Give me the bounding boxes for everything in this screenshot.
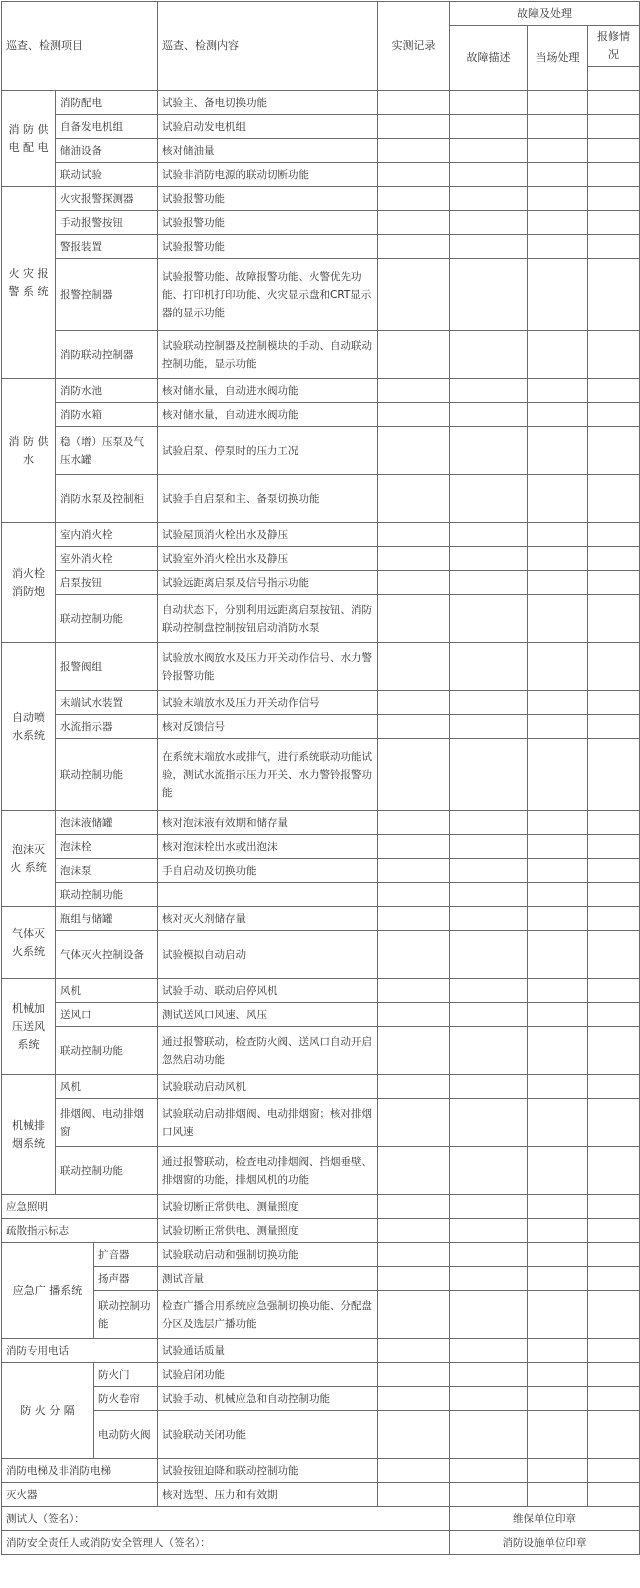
record-cell bbox=[378, 715, 450, 739]
fault-desc-cell bbox=[450, 115, 528, 139]
item-cell: 室内消火栓 bbox=[56, 523, 158, 547]
content-cell: 试验启闭功能 bbox=[158, 1363, 378, 1387]
tester-signature: 测试人（签名）： bbox=[2, 1507, 450, 1531]
fault-desc-cell bbox=[450, 979, 528, 1003]
report-cell bbox=[588, 187, 640, 211]
content-cell: 在系统末端放水或排气，进行系统联动功能试验，测试水流指示压力开关、水力警铃报警功能 bbox=[158, 739, 378, 811]
fault-desc-cell bbox=[450, 211, 528, 235]
report-cell bbox=[588, 1483, 640, 1507]
report-cell bbox=[588, 379, 640, 403]
record-cell bbox=[378, 427, 450, 475]
item-cell: 电动防火阀 bbox=[94, 1411, 158, 1459]
item-cell: 疏散指示标志 bbox=[2, 1219, 158, 1243]
on-site-cell bbox=[528, 931, 588, 979]
group-label: 机械排 烟系统 bbox=[2, 1075, 56, 1195]
content-cell: 手自启动及切换功能 bbox=[158, 859, 378, 883]
item-cell: 联动控制功能 bbox=[94, 1291, 158, 1339]
record-cell bbox=[378, 1075, 450, 1099]
group-label: 消 防 供 水 bbox=[2, 379, 56, 523]
content-cell: 试验报警功能 bbox=[158, 211, 378, 235]
fault-desc-cell bbox=[450, 259, 528, 331]
content-cell: 试验联动启动排烟阀、电动排烟窗；核对排烟口风速 bbox=[158, 1099, 378, 1147]
on-site-cell bbox=[528, 1339, 588, 1363]
content-cell: 试验切断正常供电、测量照度 bbox=[158, 1195, 378, 1219]
record-cell bbox=[378, 1291, 450, 1339]
record-cell bbox=[378, 163, 450, 187]
content-cell: 试验手动、联动启停风机 bbox=[158, 979, 378, 1003]
tester-seal: 维保单位印章 bbox=[450, 1507, 640, 1531]
on-site-cell bbox=[528, 139, 588, 163]
item-cell: 手动报警按钮 bbox=[56, 211, 158, 235]
header-content: 巡查、检测内容 bbox=[158, 2, 378, 91]
report-cell bbox=[588, 1219, 640, 1243]
record-cell bbox=[378, 643, 450, 691]
item-cell: 排烟阀、电动排烟窗 bbox=[56, 1099, 158, 1147]
report-cell bbox=[588, 931, 640, 979]
content-cell: 试验远距离启泵及信号指示功能 bbox=[158, 571, 378, 595]
item-cell: 泡沫栓 bbox=[56, 835, 158, 859]
on-site-cell bbox=[528, 187, 588, 211]
report-cell bbox=[588, 163, 640, 187]
fault-desc-cell bbox=[450, 643, 528, 691]
content-cell: 核对储水量，自动进水阀功能 bbox=[158, 379, 378, 403]
content-cell: 自动状态下，分别利用远距离启泵按钮、消防联动控制盘控制按钮启动消防水泵 bbox=[158, 595, 378, 643]
content-cell bbox=[158, 883, 378, 907]
item-cell: 储油设备 bbox=[56, 139, 158, 163]
item-cell: 火灾报警探测器 bbox=[56, 187, 158, 211]
item-cell: 消防配电 bbox=[56, 91, 158, 115]
content-cell: 试验切断正常供电、测量照度 bbox=[158, 1219, 378, 1243]
on-site-cell bbox=[528, 211, 588, 235]
fault-desc-cell bbox=[450, 1459, 528, 1483]
item-cell: 启泵按钮 bbox=[56, 571, 158, 595]
item-cell: 消防联动控制器 bbox=[56, 331, 158, 379]
content-cell: 试验联动启动风机 bbox=[158, 1075, 378, 1099]
fault-desc-cell bbox=[450, 1387, 528, 1411]
on-site-cell bbox=[528, 1363, 588, 1387]
record-cell bbox=[378, 883, 450, 907]
item-cell: 末端试水装置 bbox=[56, 691, 158, 715]
fault-desc-cell bbox=[450, 1003, 528, 1027]
report-cell bbox=[588, 859, 640, 883]
record-cell bbox=[378, 571, 450, 595]
fault-desc-cell bbox=[450, 91, 528, 115]
record-cell bbox=[378, 259, 450, 331]
content-cell: 测试音量 bbox=[158, 1267, 378, 1291]
content-cell: 试验主、备电切换功能 bbox=[158, 91, 378, 115]
on-site-cell bbox=[528, 547, 588, 571]
fault-desc-cell bbox=[450, 235, 528, 259]
fault-desc-cell bbox=[450, 1291, 528, 1339]
content-cell: 试验报警功能 bbox=[158, 187, 378, 211]
report-cell bbox=[588, 1075, 640, 1099]
fault-desc-cell bbox=[450, 739, 528, 811]
record-cell bbox=[378, 187, 450, 211]
report-cell bbox=[588, 1027, 640, 1075]
item-cell: 消防专用电话 bbox=[2, 1339, 158, 1363]
content-cell: 试验按钮迫降和联动控制功能 bbox=[158, 1459, 378, 1483]
on-site-cell bbox=[528, 235, 588, 259]
group-label: 火 灾 报 警 系 统 bbox=[2, 187, 56, 379]
item-cell: 气体灭火控制设备 bbox=[56, 931, 158, 979]
record-cell bbox=[378, 1147, 450, 1195]
report-cell bbox=[588, 1147, 640, 1195]
item-cell: 水流指示器 bbox=[56, 715, 158, 739]
item-cell: 联动试验 bbox=[56, 163, 158, 187]
report-cell bbox=[588, 715, 640, 739]
on-site-cell bbox=[528, 595, 588, 643]
on-site-cell bbox=[528, 427, 588, 475]
content-cell: 试验模拟自动启动 bbox=[158, 931, 378, 979]
record-cell bbox=[378, 859, 450, 883]
fault-desc-cell bbox=[450, 403, 528, 427]
on-site-cell bbox=[528, 1243, 588, 1267]
fault-desc-cell bbox=[450, 1075, 528, 1099]
on-site-cell bbox=[528, 523, 588, 547]
report-cell bbox=[588, 1291, 640, 1339]
item-cell: 风机 bbox=[56, 979, 158, 1003]
record-cell bbox=[378, 1363, 450, 1387]
fault-desc-cell bbox=[450, 1483, 528, 1507]
header-fault-group: 故障及处理 bbox=[450, 2, 640, 26]
report-cell bbox=[588, 1363, 640, 1387]
record-cell bbox=[378, 1219, 450, 1243]
fault-desc-cell bbox=[450, 907, 528, 931]
record-cell bbox=[378, 835, 450, 859]
item-cell: 消防电梯及非消防电梯 bbox=[2, 1459, 158, 1483]
on-site-cell bbox=[528, 1147, 588, 1195]
on-site-cell bbox=[528, 1411, 588, 1459]
on-site-cell bbox=[528, 475, 588, 523]
fault-desc-cell bbox=[450, 1027, 528, 1075]
content-cell: 核对储油量 bbox=[158, 139, 378, 163]
report-cell bbox=[588, 331, 640, 379]
record-cell bbox=[378, 811, 450, 835]
record-cell bbox=[378, 235, 450, 259]
report-cell bbox=[588, 139, 640, 163]
record-cell bbox=[378, 1387, 450, 1411]
content-cell: 核对储水量，自动进水阀功能 bbox=[158, 403, 378, 427]
record-cell bbox=[378, 331, 450, 379]
fault-desc-cell bbox=[450, 811, 528, 835]
record-cell bbox=[378, 115, 450, 139]
on-site-cell bbox=[528, 715, 588, 739]
report-cell bbox=[588, 523, 640, 547]
on-site-cell bbox=[528, 835, 588, 859]
report-cell bbox=[588, 595, 640, 643]
group-label: 机械加 压送风 系统 bbox=[2, 979, 56, 1075]
fault-desc-cell bbox=[450, 883, 528, 907]
fault-desc-cell bbox=[450, 1243, 528, 1267]
item-cell: 稳（增）压泵及气压水罐 bbox=[56, 427, 158, 475]
on-site-cell bbox=[528, 571, 588, 595]
on-site-cell bbox=[528, 883, 588, 907]
fault-desc-cell bbox=[450, 139, 528, 163]
item-cell: 泡沫液储罐 bbox=[56, 811, 158, 835]
record-cell bbox=[378, 691, 450, 715]
report-cell bbox=[588, 211, 640, 235]
content-cell: 测试送风口风速、风压 bbox=[158, 1003, 378, 1027]
report-cell bbox=[588, 1387, 640, 1411]
on-site-cell bbox=[528, 1075, 588, 1099]
on-site-cell bbox=[528, 1219, 588, 1243]
on-site-cell bbox=[528, 331, 588, 379]
fault-desc-cell bbox=[450, 1363, 528, 1387]
record-cell bbox=[378, 1339, 450, 1363]
record-cell bbox=[378, 1195, 450, 1219]
on-site-cell bbox=[528, 115, 588, 139]
fault-desc-cell bbox=[450, 691, 528, 715]
record-cell bbox=[378, 1267, 450, 1291]
record-cell bbox=[378, 1003, 450, 1027]
on-site-cell bbox=[528, 379, 588, 403]
fault-desc-cell bbox=[450, 1219, 528, 1243]
content-cell: 检查广播合用系统应急强制切换功能、分配盘分区及选层广播功能 bbox=[158, 1291, 378, 1339]
item-cell: 联动控制功能 bbox=[56, 1027, 158, 1075]
content-cell: 试验末端放水及压力开关动作信号 bbox=[158, 691, 378, 715]
content-cell: 试验报警功能 bbox=[158, 235, 378, 259]
inspection-table bbox=[1, 1, 640, 1555]
item-cell: 联动控制功能 bbox=[56, 1147, 158, 1195]
record-cell bbox=[378, 139, 450, 163]
manager-seal: 消防设施单位印章 bbox=[450, 1531, 640, 1555]
report-cell bbox=[588, 1267, 640, 1291]
fault-desc-cell bbox=[450, 523, 528, 547]
item-cell: 联动控制功能 bbox=[56, 595, 158, 643]
record-cell bbox=[378, 1411, 450, 1459]
group-label: 泡沫灭 火 系统 bbox=[2, 811, 56, 907]
record-cell bbox=[378, 739, 450, 811]
group-label: 应急广 播系统 bbox=[2, 1243, 94, 1339]
report-cell bbox=[588, 643, 640, 691]
content-cell: 核对泡沫栓出水或出泡沫 bbox=[158, 835, 378, 859]
item-cell: 报警控制器 bbox=[56, 259, 158, 331]
report-cell bbox=[588, 739, 640, 811]
report-cell bbox=[588, 547, 640, 571]
content-cell: 试验非消防电源的联动切断功能 bbox=[158, 163, 378, 187]
report-cell bbox=[588, 235, 640, 259]
content-cell: 试验通话质量 bbox=[158, 1339, 378, 1363]
item-cell: 灭火器 bbox=[2, 1483, 158, 1507]
on-site-cell bbox=[528, 1483, 588, 1507]
report-cell bbox=[588, 907, 640, 931]
on-site-cell bbox=[528, 859, 588, 883]
header-report: 报修情况 bbox=[588, 26, 640, 67]
report-cell bbox=[588, 979, 640, 1003]
record-cell bbox=[378, 1459, 450, 1483]
on-site-cell bbox=[528, 811, 588, 835]
record-cell bbox=[378, 1099, 450, 1147]
content-cell: 试验屋顶消火栓出水及静压 bbox=[158, 523, 378, 547]
content-cell: 试验报警功能、故障报警功能、火警优先功能、打印机打印功能、火灾显示盘和CRT显示器的显示功能 bbox=[158, 259, 378, 331]
report-cell bbox=[588, 1195, 640, 1219]
fault-desc-cell bbox=[450, 1339, 528, 1363]
item-cell: 警报装置 bbox=[56, 235, 158, 259]
header-report-spacer bbox=[588, 67, 640, 91]
content-cell: 核对泡沫液有效期和储存量 bbox=[158, 811, 378, 835]
report-cell bbox=[588, 691, 640, 715]
item-cell: 联动控制功能 bbox=[56, 883, 158, 907]
fault-desc-cell bbox=[450, 163, 528, 187]
report-cell bbox=[588, 91, 640, 115]
item-cell: 送风口 bbox=[56, 1003, 158, 1027]
record-cell bbox=[378, 475, 450, 523]
fault-desc-cell bbox=[450, 427, 528, 475]
on-site-cell bbox=[528, 1291, 588, 1339]
fault-desc-cell bbox=[450, 1267, 528, 1291]
on-site-cell bbox=[528, 739, 588, 811]
item-cell: 泡沫泵 bbox=[56, 859, 158, 883]
on-site-cell bbox=[528, 1003, 588, 1027]
content-cell: 试验放水阀放水及压力开关动作信号、水力警铃报警功能 bbox=[158, 643, 378, 691]
report-cell bbox=[588, 1243, 640, 1267]
fault-desc-cell bbox=[450, 931, 528, 979]
record-cell bbox=[378, 91, 450, 115]
item-cell: 消防水箱 bbox=[56, 403, 158, 427]
on-site-cell bbox=[528, 1027, 588, 1075]
fault-desc-cell bbox=[450, 1147, 528, 1195]
header-on-site: 当场处理 bbox=[528, 26, 588, 91]
item-cell: 风机 bbox=[56, 1075, 158, 1099]
on-site-cell bbox=[528, 1459, 588, 1483]
fault-desc-cell bbox=[450, 715, 528, 739]
report-cell bbox=[588, 1459, 640, 1483]
record-cell bbox=[378, 379, 450, 403]
header-fault-desc: 故障描述 bbox=[450, 26, 528, 91]
fault-desc-cell bbox=[450, 1195, 528, 1219]
fault-desc-cell bbox=[450, 187, 528, 211]
on-site-cell bbox=[528, 1099, 588, 1147]
fault-desc-cell bbox=[450, 1411, 528, 1459]
group-label: 自动喷 水系统 bbox=[2, 643, 56, 811]
fault-desc-cell bbox=[450, 475, 528, 523]
on-site-cell bbox=[528, 1387, 588, 1411]
content-cell: 试验启动发电机组 bbox=[158, 115, 378, 139]
content-cell: 通过报警联动，检查防火阀、送风口自动开启忽然启动功能 bbox=[158, 1027, 378, 1075]
content-cell: 试验联动启动和强制切换功能 bbox=[158, 1243, 378, 1267]
fault-desc-cell bbox=[450, 547, 528, 571]
on-site-cell bbox=[528, 163, 588, 187]
fault-desc-cell bbox=[450, 331, 528, 379]
content-cell: 试验室外消火栓出水及静压 bbox=[158, 547, 378, 571]
on-site-cell bbox=[528, 691, 588, 715]
on-site-cell bbox=[528, 403, 588, 427]
fault-desc-cell bbox=[450, 379, 528, 403]
fault-desc-cell bbox=[450, 1099, 528, 1147]
fault-desc-cell bbox=[450, 859, 528, 883]
report-cell bbox=[588, 1411, 640, 1459]
group-label: 消火栓 消防炮 bbox=[2, 523, 56, 643]
report-cell bbox=[588, 475, 640, 523]
header-item: 巡查、检测项目 bbox=[2, 2, 158, 91]
content-cell: 试验联动控制器及控制模块的手动、自动联动控制功能，显示功能 bbox=[158, 331, 378, 379]
item-cell: 应急照明 bbox=[2, 1195, 158, 1219]
on-site-cell bbox=[528, 1267, 588, 1291]
report-cell bbox=[588, 883, 640, 907]
report-cell bbox=[588, 571, 640, 595]
record-cell bbox=[378, 907, 450, 931]
on-site-cell bbox=[528, 91, 588, 115]
item-cell: 消防水池 bbox=[56, 379, 158, 403]
content-cell: 试验启泵、停泵时的压力工况 bbox=[158, 427, 378, 475]
report-cell bbox=[588, 427, 640, 475]
group-label: 防 火 分 隔 bbox=[2, 1363, 94, 1459]
item-cell: 防火门 bbox=[94, 1363, 158, 1387]
fault-desc-cell bbox=[450, 595, 528, 643]
report-cell bbox=[588, 811, 640, 835]
record-cell bbox=[378, 1243, 450, 1267]
record-cell bbox=[378, 595, 450, 643]
record-cell bbox=[378, 547, 450, 571]
item-cell: 瓶组与储罐 bbox=[56, 907, 158, 931]
item-cell: 联动控制功能 bbox=[56, 739, 158, 811]
record-cell bbox=[378, 979, 450, 1003]
fault-desc-cell bbox=[450, 835, 528, 859]
group-label: 气体灭 火系统 bbox=[2, 907, 56, 979]
on-site-cell bbox=[528, 979, 588, 1003]
item-cell: 报警阀组 bbox=[56, 643, 158, 691]
report-cell bbox=[588, 1003, 640, 1027]
item-cell: 消防水泵及控制柜 bbox=[56, 475, 158, 523]
record-cell bbox=[378, 1027, 450, 1075]
content-cell: 通过报警联动，检查电动排烟阀、挡烟垂壁、排烟窗的功能，排烟风机的功能 bbox=[158, 1147, 378, 1195]
header-record: 实测记录 bbox=[378, 2, 450, 91]
item-cell: 防火卷帘 bbox=[94, 1387, 158, 1411]
item-cell: 自备发电机组 bbox=[56, 115, 158, 139]
on-site-cell bbox=[528, 259, 588, 331]
content-cell: 试验手动、机械应急和自动控制功能 bbox=[158, 1387, 378, 1411]
record-cell bbox=[378, 1483, 450, 1507]
record-cell bbox=[378, 403, 450, 427]
content-cell: 试验联动关闭功能 bbox=[158, 1411, 378, 1459]
content-cell: 核对反馈信号 bbox=[158, 715, 378, 739]
report-cell bbox=[588, 115, 640, 139]
on-site-cell bbox=[528, 1195, 588, 1219]
report-cell bbox=[588, 259, 640, 331]
record-cell bbox=[378, 523, 450, 547]
record-cell bbox=[378, 211, 450, 235]
report-cell bbox=[588, 1339, 640, 1363]
report-cell bbox=[588, 403, 640, 427]
on-site-cell bbox=[528, 643, 588, 691]
report-cell bbox=[588, 1099, 640, 1147]
on-site-cell bbox=[528, 907, 588, 931]
content-cell: 核对灭火剂储存量 bbox=[158, 907, 378, 931]
record-cell bbox=[378, 931, 450, 979]
item-cell: 扩音器 bbox=[94, 1243, 158, 1267]
fault-desc-cell bbox=[450, 571, 528, 595]
manager-signature: 消防安全责任人或消防安全管理人（签名）： bbox=[2, 1531, 450, 1555]
content-cell: 试验手自启泵和主、备泵切换功能 bbox=[158, 475, 378, 523]
group-label: 消 防 供 电 配 电 bbox=[2, 91, 56, 187]
report-cell bbox=[588, 835, 640, 859]
content-cell: 核对选型、压力和有效期 bbox=[158, 1483, 378, 1507]
item-cell: 室外消火栓 bbox=[56, 547, 158, 571]
item-cell: 扬声器 bbox=[94, 1267, 158, 1291]
